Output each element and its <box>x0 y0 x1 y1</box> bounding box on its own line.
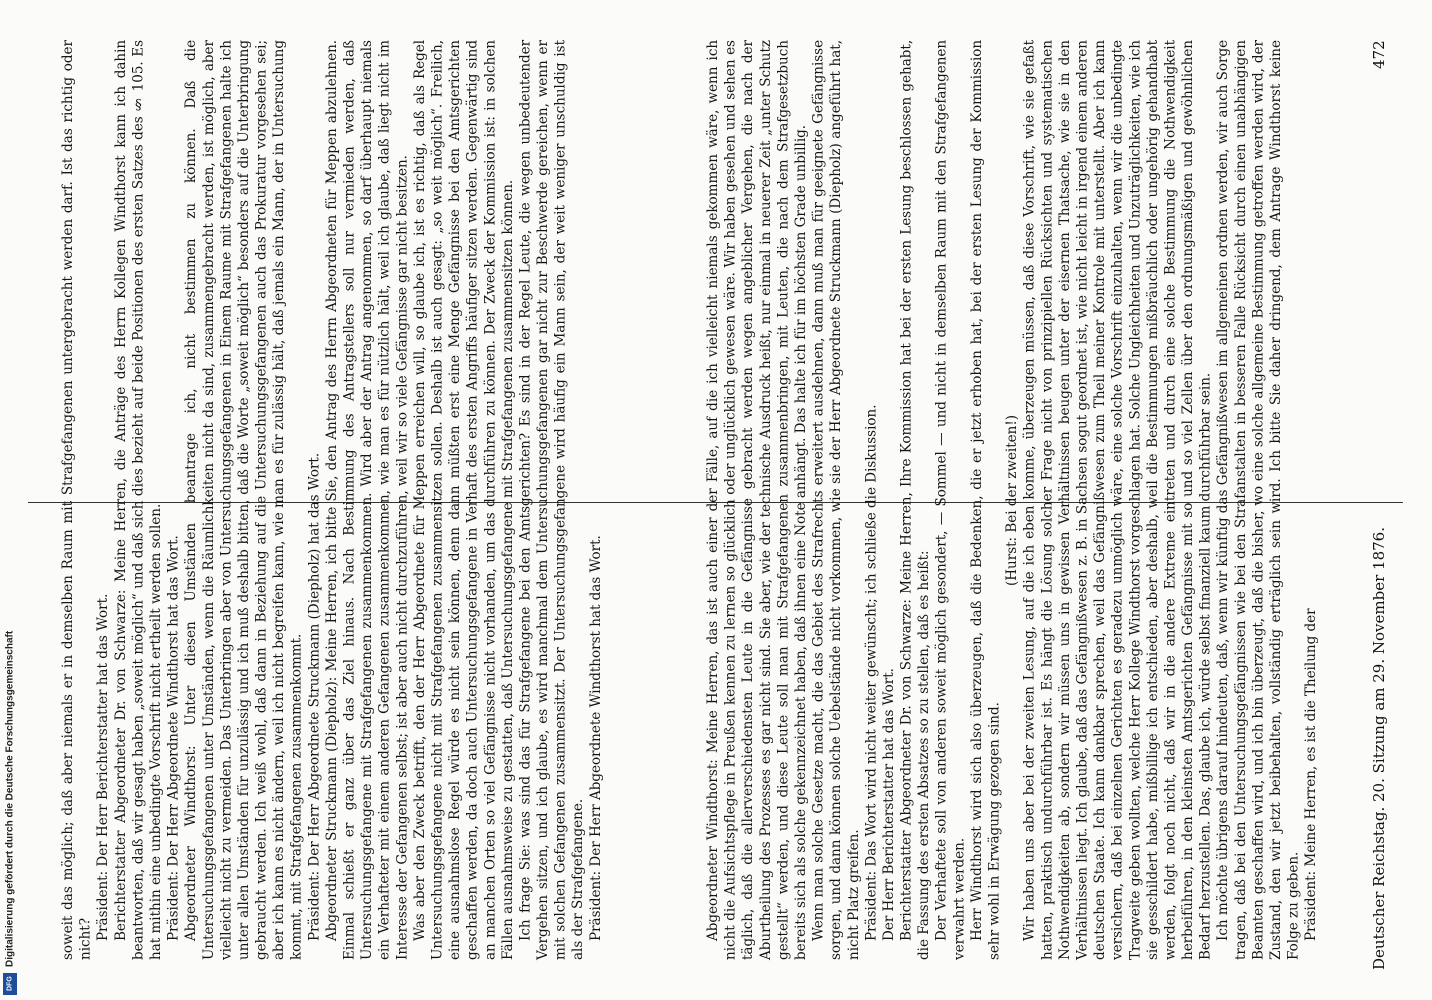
paragraph: Präsident: Der Herr Abgeordnete Windthorst hat das Wort. <box>587 535 604 942</box>
paragraph: Ich möchte übrigens darauf hindeuten, daß, wenn wir künftig das Gefängnißwesen im allgemeinen ordnen werden, wir auch Sorge tragen, daß bei den Untersuchungsgefängnissen wie bei den Strafanstalten in besseren Falle Rücksicht durch einen unabhängigen Beamten geschaffen wird, und ich bin überzeugt, daß die bisher, wo eine solche allgemeine Bestimmung getroffen werden wird, der Zustand, den wir jetzt beibehalten, vollständig erträglich sein wird. Ich bitte Sie daher dringend, dem Antrage Windthorst keine Folge zu geben. <box>1215 40 1302 960</box>
paragraph: soweit das möglich; daß aber niemals er in demselben Raum mit Strafgefangenen untergebracht werden darf. Ist das richtig oder nicht? <box>60 40 94 960</box>
credit-text: Digitalisierung gefördert durch die Deutsche Forschungsgemeinschaft <box>4 630 16 967</box>
running-title: Deutscher Reichstag. 20. Sitzung am 29. November 1876. <box>1370 527 1388 970</box>
digitization-credit <box>2 600 18 995</box>
paragraph: Der Herr Berichterstatter hat das Wort. <box>880 668 897 942</box>
paragraph: Präsident: Das Wort wird nicht weiter gewünscht; ich schließe die Diskussion. <box>863 404 880 942</box>
paragraph: Abgeordneter Windthorst: Unter diesen Umständen beantrage ich, nicht bestimmen zu können. Daß die Untersuchungsgefangenen unter Umständen, wenn die Räumlichkeiten nicht da sind, zusammengebracht werden, ist möglich, aber vielleicht nicht zu vermeiden. Das Unterbringen aber von Untersuchungsgefangenen in Einem Raume mit Strafgefangenen halte ich unter allen Umständen für unzulässig und ich muß deshalb bitten, daß die Worte „soweit möglich“ besonders auf die Unterbringung gebraucht werden. Ich weiß wohl, daß dann in Beziehung auf die Untersuchungsgefangenen auch das Prokuratur vorgesehen sei; aber ich kann es nicht ändern, weil ich nicht begreifen kann, wie man es für zulässig hält, daß jemals ein Mann, der in Untersuchung kommt, mit Strafgefangenen zusammenkommt. <box>183 40 305 960</box>
paragraph: Ich frage Sie: was sind das für Strafgefangene bei den Amtsgerichten? Es sind in der Regel Leute, die wegen unbedeutender Vergehen sitzen, und ich glaube, es wird manchmal dem Untersuchungsgefangenen gar nicht zur Beschwerde gereichen, wenn er mit solchen Gefangenen zusammensitzt. Der Untersuchungsgefangene wird häufig ein Mann sein, der weit weniger unschuldig ist als der Strafgefangene. <box>517 40 587 960</box>
paragraph: Berichterstatter Abgeordneter Dr. von Schwarze: Meine Herren, die Anträge des Herrn Kollegen Windthorst kann ich dahin beantworten, daß wir gesagt haben „soweit möglich“ und daß sich dies bezieht auf beide Positionen des ersten Satzes des § 105. Es hat mithin eine unbedingte Vorschrift nicht ertheilt werden sollen. <box>112 40 164 960</box>
paragraph: Wenn man solche Gesetze macht, die das Gebiet des Strafrechts erweitert ausdehnen, dann muß man für geeignete Gefängnisse sorgen, und dann können solche Uebelstände nicht vorkommen, wie sie der Herr Abgeordnete Struckmann (Diepholz) angeführt hat, nicht Platz greifen. <box>810 40 862 960</box>
dfg-logo-icon: DFG <box>3 973 17 995</box>
paragraph: Präsident: Meine Herren, es ist die Theilung der <box>1303 608 1320 942</box>
page-number: 472 <box>1370 40 1388 69</box>
paragraph: Was aber den Zweck betrifft, den der Herr Abgeordnete für Meppen erreichen will, so glaube ich, ist es richtig, daß als Regel Untersuchungsgefangene nicht mit Strafgefangenen zusammensitzen sollen. Deshalb ist auch gesagt: „so weit möglich“. Freilich, eine ausnahmslose Regel würde es nicht sein können, denn dann müßten erst eine Menge Gefängnisse bei den Amtsgerichten geschaffen werden, da doch auch Untersuchungsgefangene in Verhaft des ersten Angriffs häufiger sitzen werden. Gegenwärtig sind an manchen Orten so viel Gefängnisse nicht vorhanden, um das durchführen zu können. Der Zweck der Kommission ist: in solchen Fällen ausnahmsweise zu gestatten, daß Untersuchungsgefangene mit Strafgefangenen zusammensitzen können. <box>411 40 516 960</box>
paragraph: Berichterstatter Abgeordneter Dr. von Schwarze: Meine Herren, Ihre Kommission hat bei der ersten Lesung beschlossen gehabt, die Fassung des ersten Absatzes so zu stellen, daß es heißt: <box>898 40 933 960</box>
interjection: (Hurst: Bei der zweiten!) <box>1004 414 1021 586</box>
paragraph: Abgeordneter Windthorst: Meine Herren, das ist auch einer der Fälle, auf die ich vielleicht niemals gekommen wäre, wenn ich nicht die Aufsichtspflege in Preußen kennen zu lernen so glücklich oder unglücklich gewesen wäre. Wir haben gesehen und sehen es täglich, daß die allerverschiedensten Leute in die Gefängnisse gebracht werden wegen angeblicher Vergehen, die nach der Aburtheilung des Prozesses es gar nicht sind. Sie aber, wie der technische Ausdruck heißt, nur einmal in neuerer Zeit „unter Schutz gestellt“ werden, und diese Leute soll man mit Strafgefangenen zusammenbringen, mit Leuten, die nach dem Strafgesetzbuch bereits sich als solche gekennzeichnet haben, daß ihnen eine Note anhängt. Das halte ich für im höchsten Grade unbillig. <box>705 40 809 960</box>
paragraph: Abgeordneter Struckmann (Diepholz): Meine Herren, ich bitte Sie, den Antrag des Herrn Abgeordneten für Meppen abzulehnen. Einmal schießt er ganz über das Ziel hinaus. Nach Bestimmung des Antragstellers soll nur vermieden werden, daß Untersuchungsgefangene mit Strafgefangenen zusammenkommen. Wird aber der Antrag angenommen, so darf überhaupt niemals ein Verhafteter mit einem anderen Gefangenen zusammenkommen, wie man es für nützlich hält, weil ich glaube, daß liegt nicht im Interesse der Gefangenen selbst; ist aber auch nicht durchzuführen, weil wir so viele Gefängnisse gar nicht besitzen. <box>323 40 411 960</box>
quoted-text: Der Verhaftete soll von anderen soweit möglich gesondert, — Sommel — und nicht in demselben Raum mit den Strafgefangenen verwahrt werden. <box>933 40 968 960</box>
paragraph: Wir haben uns aber bei der zweiten Lesung, auf die ich eben komme, überzeugen müssen, daß diese Vorschrift, wie sie gefaßt hatten, praktisch undurchführbar ist. Es hängt die Lösung solcher Frage nicht von prinzipiellen Rücksichten und systematischen Nothwendigkeiten ab, sondern wir müssen uns in gewissen Verhältnissen beugen unter der eisernen Thatsache, wie sie in den Verhältnissen liegt. Ich glaube, daß das Gefängnißwesen z. B. in Sachsen sogut geordnet ist, wie nicht leicht in irgend einem anderen deutschen Staate. Ich kann dankbar sprechen, weil das Gefängnißwesen zum Theil meiner Kontrole mit unterstellt. Aber ich kann versichern, daß bei einzelnen Gerichten es geradezu unmöglich wäre, eine solche Vorschrift einzuhalten, wenn wir die unbedingte Tragweite geben wollten, welche Herr Kollege Windthorst vorgeschlagen hat. Solche Ungleichheiten und Unzuträglichkeiten, wie ich sie gesschildert habe, mißbillige ich entschieden, aber deshalb, weil die Bestimmungen mißbräuchlich oder ungehörig gehandhabt werden, folgt noch nicht, daß wir in die andere Extreme eintreten und durch eine solche Bestimmung die Nothwendigkeit herbeiführen, in den kleinsten Amtsgerichten Gefängnisse mit so und so viel Zellen über den ordnungsmäßigen und gewöhnlichen Bedarf herzustellen. Das, glaube ich, würde selbst finanziell kaum durchführbar sein. <box>1021 40 1214 960</box>
page-header <box>1370 40 1400 970</box>
paragraph: Herr Windthorst wird sich also überzeugen, daß die Bedenken, die er jetzt erhoben hat, bei der ersten Lesung der Kommission sehr wohl in Erwägung gezogen sind. <box>968 40 1003 960</box>
left-text-column <box>60 40 604 960</box>
right-text-column <box>705 40 1320 960</box>
paragraph: Präsident: Der Herr Berichterstatter hat das Wort. <box>95 593 112 942</box>
paragraph: Präsident: Der Herr Abgeordnete Struckmann (Diepholz) hat das Wort. <box>306 452 323 942</box>
paragraph: Präsident: Der Herr Abgeordnete Windthorst hat das Wort. <box>165 535 182 942</box>
